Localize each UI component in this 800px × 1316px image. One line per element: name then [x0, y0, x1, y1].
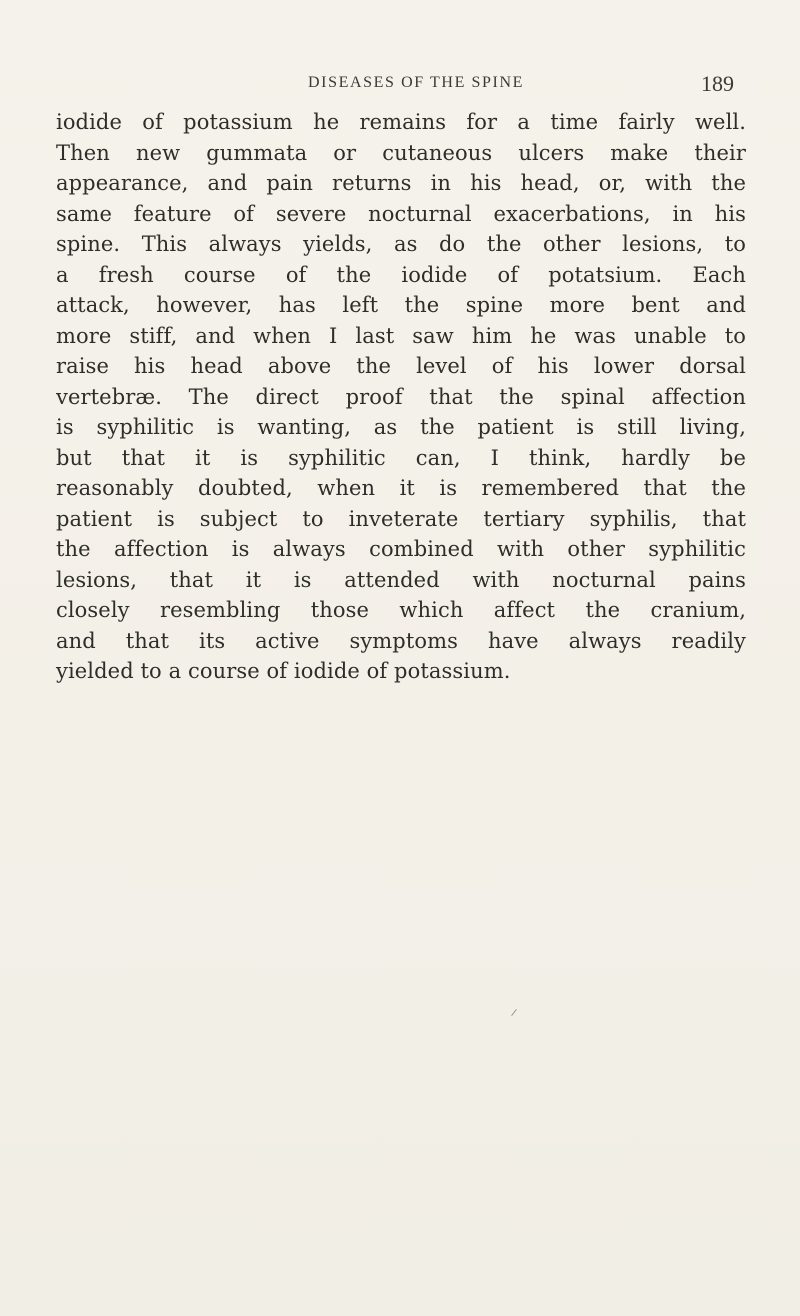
running-header — [98, 71, 734, 104]
text-line: closely resembling those which affect the cranium, — [56, 598, 746, 622]
text-line: spine. This always yields, as do the other lesions, to — [56, 232, 746, 256]
text-line: patient is subject to inveterate tertiary syphilis, that — [56, 506, 746, 531]
text-line: iodide of potassium he remains for a time fairly well. — [56, 110, 746, 134]
paper-speck — [511, 1009, 517, 1016]
text-line: reasonably doubted, when it is remembered that the — [56, 476, 746, 500]
body-paragraph — [56, 107, 746, 687]
page-number: 189 — [701, 71, 734, 96]
text-line: raise his head above the level of his lower dorsal — [56, 354, 746, 378]
text-line: is syphilitic is wanting, as the patient is still living, — [56, 415, 746, 439]
text-line: the affection is always combined with other syphilitic — [56, 537, 746, 561]
running-title: DISEASES OF THE SPINE — [308, 74, 524, 91]
text-line: more stiff, and when I last saw him he was unable to — [56, 323, 746, 348]
text-line: vertebræ. The direct proof that the spinal affection — [56, 384, 746, 409]
text-line: a fresh course of the iodide of potatsium. Each — [56, 262, 746, 287]
text-line: Then new gummata or cutaneous ulcers make their — [56, 140, 746, 165]
text-line: appearance, and pain returns in his head, or, with the — [56, 171, 746, 195]
text-line: and that its active symptoms have always readily — [56, 628, 746, 653]
text-line: but that it is syphilitic can, I think, hardly be — [56, 445, 746, 470]
text-line: lesions, that it is attended with nocturnal pains — [56, 567, 746, 592]
text-line: attack, however, has left the spine more bent and — [56, 293, 746, 317]
text-line: yielded to a course of iodide of potassium. — [56, 659, 511, 683]
text-line: same feature of severe nocturnal exacerbations, in his — [56, 201, 746, 226]
